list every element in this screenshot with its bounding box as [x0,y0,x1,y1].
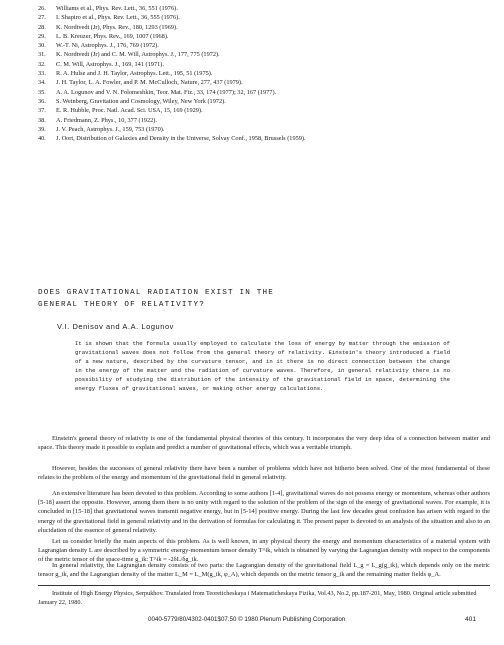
paper-title-line: DOES GRAVITATIONAL RADIATION EXIST IN THE [38,289,275,297]
page-number: 401 [464,616,476,623]
reference-item: 32. C. M. Will, Astrophys. J., 169, 141 (1971). [38,60,164,68]
body-paragraph: An extensive literature has been devoted to this problem. According to some authors [1-4], gravitational waves do not possess energy or momentum, whereas other authors [5-18] assert the opposite. However, among them there is no unity with regard to the solution of the problem of the sign of the energy of gravitational waves. For example, it is concluded in [15-18] that gravitational waves transmit negative energy, but in [5-14] positive energy. During the last few decades great confusion has arisen with regard to the energy of the gravitational field in general relativity and in the derivation of formulas for calculating it. The present paper is devoted to an analysis of the situation and also to an elucidation of the essence of general relativity. [38,490,490,534]
reference-item: 34. J. H. Taylor, L. A. Fowler, and P. M. McCulloch, Nature, 277, 437 (1979). [38,79,243,87]
body-paragraph: In general relativity, the Lagrangian density consists of two parts: the Lagrangian density of the gravitational field L_g = L_g(g_ik), which depends only on the metric tensor g_ik, and the Lagrangian density of the matter L_M = L_M(g_ik, φ_A), which depends on the metric tensor g_ik and the remaining matter fields φ_A. [38,562,490,579]
reference-item: 40. J. Oort, Distribution of Galaxies and Density in the Universe, Solvay Conf., 1958, Brussels (1959). [38,135,306,143]
reference-item: 31. K. Nordtvedt (Jr) and C. M. Will, Astrophys. J., 177, 775 (1972). [38,51,220,59]
reference-item: 27. I. Shapiro et al., Phys. Rev. Lett., 36, 555 (1976). [38,14,180,22]
affiliation-footnote: Institute of High Energy Physics, Serpukhov. Translated from Teoreticheskaya i Matematicheskaya Fizika, Vol.43, No.2, pp.187-201, May, 1980. Original article submitted January 22, 1980. [38,585,490,607]
reference-list [38,4,488,143]
paper-title [38,287,274,311]
paper-title-line: GENERAL THEORY OF RELATIVITY? [38,301,205,309]
reference-item: 38. A. Friedmann, Z. Phys., 10, 377 (1922). [38,116,157,124]
reference-item: 36. S. Weinberg, Gravitation and Cosmology, Wiley, New York (1972). [38,97,226,105]
body-paragraph: However, besides the successes of general relativity there have been a number of problems which have not hitherto been solved. One of the most fundamental of these relates to the problem of the energy and momentum of the gravitational field in general relativity. [38,465,490,482]
paper-abstract: It is shown that the formula usually employed to calculate the loss of energy by matter through the emission of gravitational waves does not follow from the general theory of relativity. Einstein's theory introduced a field of a new nature, described by the curvature tensor, and in it there is no direct connection between the change in the energy of the matter and the radiation of curvature waves. Therefore, in general relativity there is no possibility of studying the distribution of the intensity of the gravitational field in space, determining the energy fluxes of gravitational waves, or making other energy calculations. [75,340,450,392]
reference-item: 28. K. Nordtvedt (Jr), Phys. Rev., 180, 1293 (1969). [38,23,178,31]
body-paragraph: Let us consider briefly the main aspects of this problem. As is well known, in any physical theory the energy and momentum characteristics of a material system with Lagrangian density L are described by a symmetric energy-momentum tensor density T^ik, which is obtained by varying the Lagrangian density with respect to the components of the metric tensor of the space-time g_ik: T^ik = -2δL/δg_ik. [38,538,490,564]
reference-item: 26. Williams et al., Phys. Rev. Lett., 36, 551 (1976). [38,5,178,12]
reference-item: 29. L. B. Kreuzer, Phys. Rev., 169, 1007 (1968). [38,32,169,40]
paper-authors: V.I. Denisov and A.A. Logunov [57,322,174,331]
reference-item: 35. A. A. Logunov and V. N. Folomeshkin, Teor. Mat. Fiz., 33, 174 (1977); 32, 167 (1977). [38,88,277,96]
copyright-footer: 0040-5779/80/4302-0401$07.50 © 1980 Plenum Publishing Corporation [148,616,346,623]
reference-item: 39. J. V. Peach, Astrophys. J., 159, 753 (1970). [38,125,165,133]
body-paragraph: Einstein's general theory of relativity is one of the fundamental physical theories of this century. It incorporates the very deep idea of a connection between matter and space. This theory made it possible to explain and predict a number of gravitational effects, which was a veritable triumph. [38,435,490,452]
reference-item: 30. W.-T. Ni, Astrophys. J., 176, 769 (1972). [38,42,159,50]
reference-item: 33. R. A. Hulse and J. H. Taylor, Astrophys. Lett., 195, 51 (1975). [38,70,213,78]
reference-item: 37. E. R. Hubble, Proc. Natl. Acad. Sci. USA, 15, 169 (1929). [38,107,203,115]
